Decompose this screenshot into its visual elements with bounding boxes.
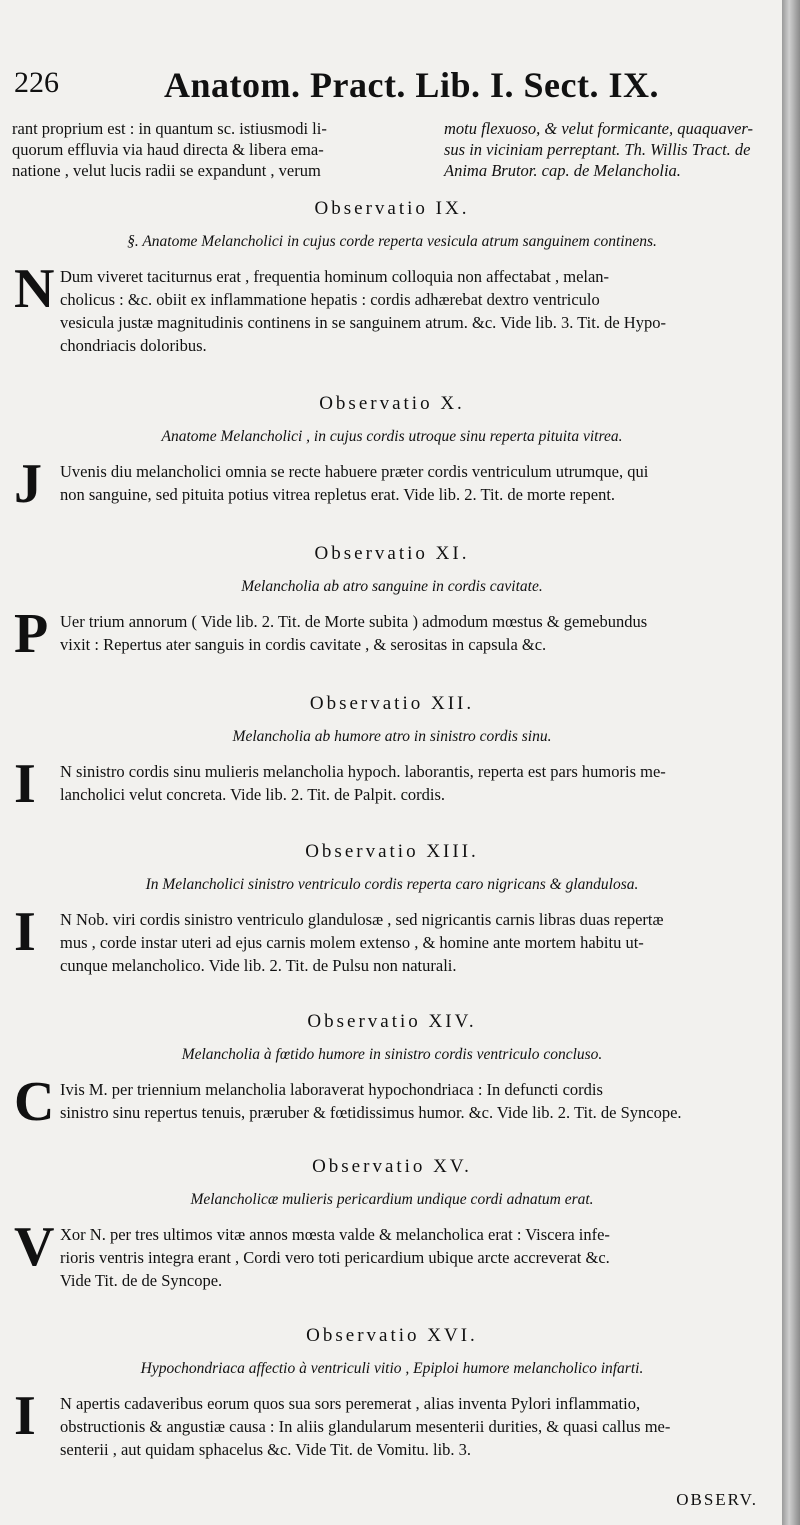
running-head: Anatom. Pract. Lib. I. Sect. IX. — [164, 65, 659, 105]
observation-title: Observatio X. — [319, 393, 465, 414]
text-line: Xor N. per tres ultimos vitæ annos mœsta valde & melancholica erat : Viscera infe- — [60, 1225, 610, 1244]
text-line: Dum viveret taciturnus erat , frequentia hominum colloquia non affectabat , melan- — [60, 267, 610, 286]
page-header — [14, 66, 774, 112]
drop-cap: V — [14, 1216, 55, 1278]
catchword: OBSERV. — [676, 1490, 758, 1509]
text-line: N apertis cadaveribus eorum quos sua sors peremerat , alias inventa Pylori inflammatio, — [60, 1394, 641, 1413]
observation-title: Observatio XI. — [314, 543, 470, 564]
page-edge — [782, 0, 800, 1525]
text-line: vesicula justæ magnitudinis continens in se sanguinem atrum. &c. Vide lib. 3. Tit. de Hypo- — [60, 313, 666, 332]
observation-subtitle: Melancholia ab atro sanguine in cordis cavitate. — [241, 578, 543, 595]
observation-13 — [12, 838, 772, 977]
observation-15 — [12, 1153, 772, 1292]
text-line: Anima Brutor. cap. de Melancholia. — [444, 161, 681, 180]
observation-title: Observatio XIV. — [307, 1011, 477, 1032]
observation-subtitle: In Melancholici sinistro ventriculo cordis reperta caro nigricans & glandulosa. — [145, 876, 639, 893]
text-line: N Nob. viri cordis sinistro ventriculo glandulosæ , sed nigricantis carnis libras duas repertæ — [60, 910, 664, 929]
text-line: sus in viciniam perreptant. Th. Willis Tract. de — [444, 140, 751, 159]
observation-12 — [12, 690, 772, 815]
text-line: rioris ventris integra erant , Cordi vero toti pericardium ubique arcte accreverat &c. — [60, 1248, 610, 1267]
drop-cap: I — [14, 753, 36, 815]
observation-subtitle: Melancholia ab humore atro in sinistro cordis sinu. — [232, 728, 552, 745]
text-line: chondriacis doloribus. — [60, 336, 207, 355]
observation-subtitle: §. Anatome Melancholici in cujus corde reperta vesicula atrum sanguinem continens. — [127, 233, 657, 250]
text-line: rant proprium est : in quantum sc. istiusmodi li- — [12, 119, 327, 138]
text-line: senterii , aut quidam sphacelus &c. Vide Tit. de Vomitu. lib. 3. — [60, 1440, 472, 1459]
drop-cap: P — [14, 603, 49, 665]
observation-10 — [12, 390, 772, 515]
drop-cap: I — [14, 901, 36, 963]
observation-body — [12, 453, 772, 515]
text-line: lancholici velut concreta. Vide lib. 2. Tit. de Palpit. cordis. — [60, 785, 446, 804]
drop-cap: J — [14, 453, 42, 515]
text-line: cunque melancholico. Vide lib. 2. Tit. de Pulsu non naturali. — [60, 956, 457, 975]
text-line: motu flexuoso, & velut formicante, quaquaver- — [444, 119, 753, 138]
observation-11 — [12, 540, 772, 665]
observation-title: Observatio XIII. — [305, 841, 479, 862]
observation-title: Observatio XII. — [309, 693, 475, 714]
observation-subtitle: Melancholicæ mulieris pericardium undique cordi adnatum erat. — [190, 1191, 594, 1208]
text-line: N sinistro cordis sinu mulieris melancholia hypoch. laborantis, reperta est pars humoris me- — [60, 762, 666, 781]
observation-body — [12, 603, 772, 665]
drop-cap: I — [14, 1385, 36, 1447]
text-line: Uvenis diu melancholici omnia se recte habuere præter cordis ventriculum utrumque, qui — [60, 462, 649, 481]
text-line: non sanguine, sed pituita potius vitrea repletus erat. Vide lib. 2. Tit. de morte repent. — [60, 485, 616, 504]
observation-body — [12, 1385, 772, 1461]
observation-body — [12, 1216, 772, 1292]
observation-body — [12, 901, 772, 977]
text-line: obstructionis & angustiæ causa : In aliis glandularum mesenterii durities, & quasi callus me- — [60, 1417, 671, 1436]
observation-body — [12, 753, 772, 815]
observation-9 — [12, 195, 772, 357]
text-line: natione , velut lucis radii se expandunt , verum — [12, 161, 321, 180]
observation-body — [12, 258, 772, 357]
text-line: sinistro sinu repertus tenuis, præruber & fœtidissimus humor. &c. Vide lib. 2. Tit. de Syncope. — [60, 1103, 682, 1122]
observation-title: Observatio IX. — [314, 198, 470, 219]
text-line: quorum effluvia via haud directa & libera ema- — [12, 140, 324, 159]
text-line: mus , corde instar uteri ad ejus carnis molem extenso , & homine ante mortem habitu ut- — [60, 933, 644, 952]
observation-subtitle: Melancholia à fœtido humore in sinistro cordis ventriculo concluso. — [181, 1046, 603, 1063]
observation-subtitle: Hypochondriaca affectio à ventriculi vitio , Epiploi humore melancholico infarti. — [140, 1360, 644, 1377]
observation-subtitle: Anatome Melancholici , in cujus cordis utroque sinu reperta pituita vitrea. — [161, 428, 623, 445]
text-line: Vide Tit. de de Syncope. — [60, 1271, 223, 1290]
text-line: Uer trium annorum ( Vide lib. 2. Tit. de Morte subita ) admodum mœstus & gemebundus — [60, 612, 648, 631]
drop-cap: C — [14, 1071, 55, 1133]
continuation-text — [12, 118, 772, 180]
observation-14 — [12, 1008, 772, 1133]
drop-cap: N — [14, 258, 55, 320]
observation-title: Observatio XV. — [312, 1156, 472, 1177]
observation-title: Observatio XVI. — [306, 1325, 478, 1346]
page-number: 226 — [14, 66, 59, 99]
continuation-right-column — [444, 118, 774, 181]
continuation-left-column — [12, 118, 422, 181]
observation-body — [12, 1071, 772, 1133]
text-line: vixit : Repertus ater sanguis in cordis cavitate , & serositas in capsula &c. — [60, 635, 547, 654]
observation-16 — [12, 1322, 772, 1461]
text-line: Ivis M. per triennium melancholia laboraverat hypochondriaca : In defuncti cordis — [60, 1080, 603, 1099]
text-line: cholicus : &c. obiit ex inflammatione hepatis : cordis adhærebat dextro ventriculo — [60, 290, 600, 309]
